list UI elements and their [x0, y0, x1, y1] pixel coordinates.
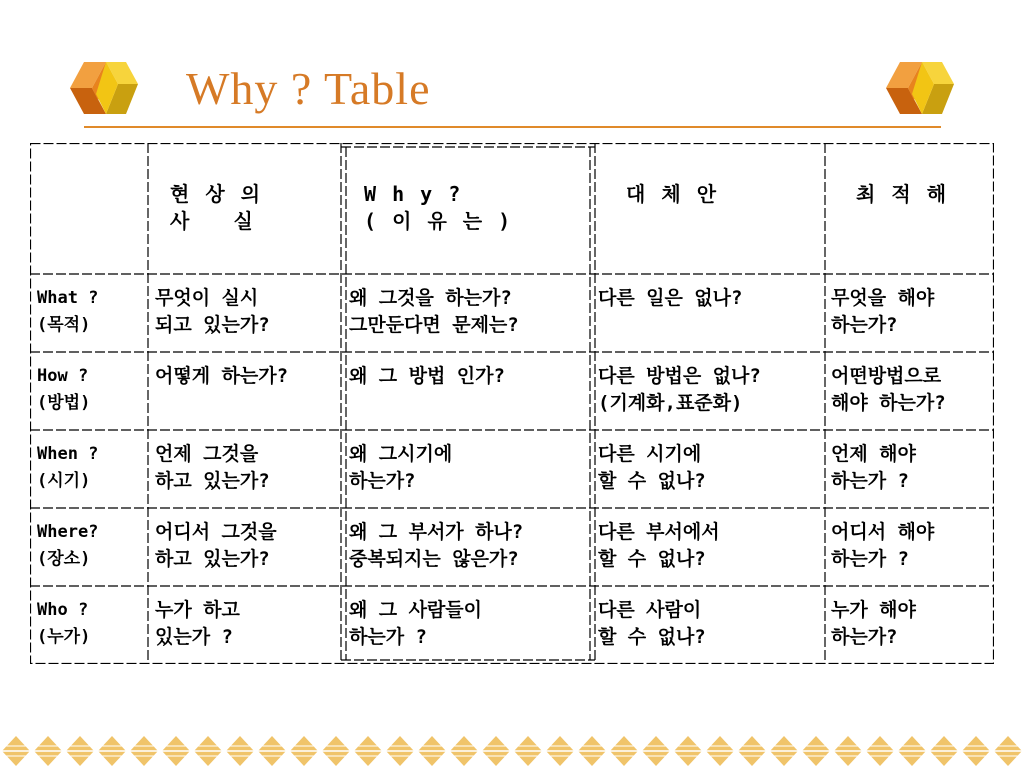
cell-fact: 어디서 그것을 하고 있는가? — [155, 521, 277, 570]
slide-title: Why ? Table — [186, 63, 431, 114]
cell-best: 누가 해야 하는가? — [831, 599, 916, 648]
title-underline — [84, 126, 941, 128]
cell-best: 어떤방법으로 해야 하는가? — [831, 365, 946, 414]
cell-why: 왜 그 방법 인가? — [349, 365, 505, 387]
row-label-when: When ? (시기) — [37, 444, 99, 491]
cell-fact: 어떻게 하는가? — [155, 365, 289, 387]
cell-best: 어디서 해야 하는가 ? — [831, 521, 935, 570]
header-why: W h y ? ( 이 유 는 ) — [364, 182, 513, 233]
cell-why: 왜 그 부서가 하나? 중복되지는 않은가? — [349, 521, 524, 570]
cell-alt: 다른 부서에서 할 수 없나? — [598, 521, 720, 570]
row-label-how: How ? (방법) — [37, 366, 91, 413]
cell-alt: 다른 시기에 할 수 없나? — [598, 443, 706, 492]
why-table — [30, 143, 994, 664]
cell-why: 왜 그 사람들이 하는가 ? — [349, 599, 483, 648]
cell-alt: 다른 일은 없나? — [598, 287, 743, 309]
row-label-what: What ? (목적) — [37, 288, 99, 335]
row-label-who: Who ? (누가) — [37, 600, 91, 647]
cell-alt: 다른 방법은 없나? (기계화,표준화) — [598, 365, 761, 414]
cell-best: 무엇을 해야 하는가? — [831, 287, 935, 336]
header-best: 최 적 해 — [856, 182, 949, 206]
cube-logo-icon-right — [882, 56, 956, 120]
cell-best: 언제 해야 하는가 ? — [831, 443, 916, 492]
header-fact: 현 상 의 사 실 — [170, 182, 263, 233]
header-alt: 대 체 안 — [626, 182, 719, 206]
cell-fact: 무엇이 실시 되고 있는가? — [155, 287, 270, 336]
cell-why: 왜 그것을 하는가? 그만둔다면 문제는? — [349, 287, 519, 336]
cell-why: 왜 그시기에 하는가? — [349, 443, 453, 492]
cell-fact: 언제 그것을 하고 있는가? — [155, 443, 270, 492]
cell-alt: 다른 사람이 할 수 없나? — [598, 599, 706, 648]
cube-logo-icon-left — [66, 56, 140, 120]
diamond-border-footer — [0, 734, 1024, 768]
row-label-where: Where? (장소) — [37, 522, 99, 569]
cell-fact: 누가 하고 있는가 ? — [155, 599, 240, 648]
